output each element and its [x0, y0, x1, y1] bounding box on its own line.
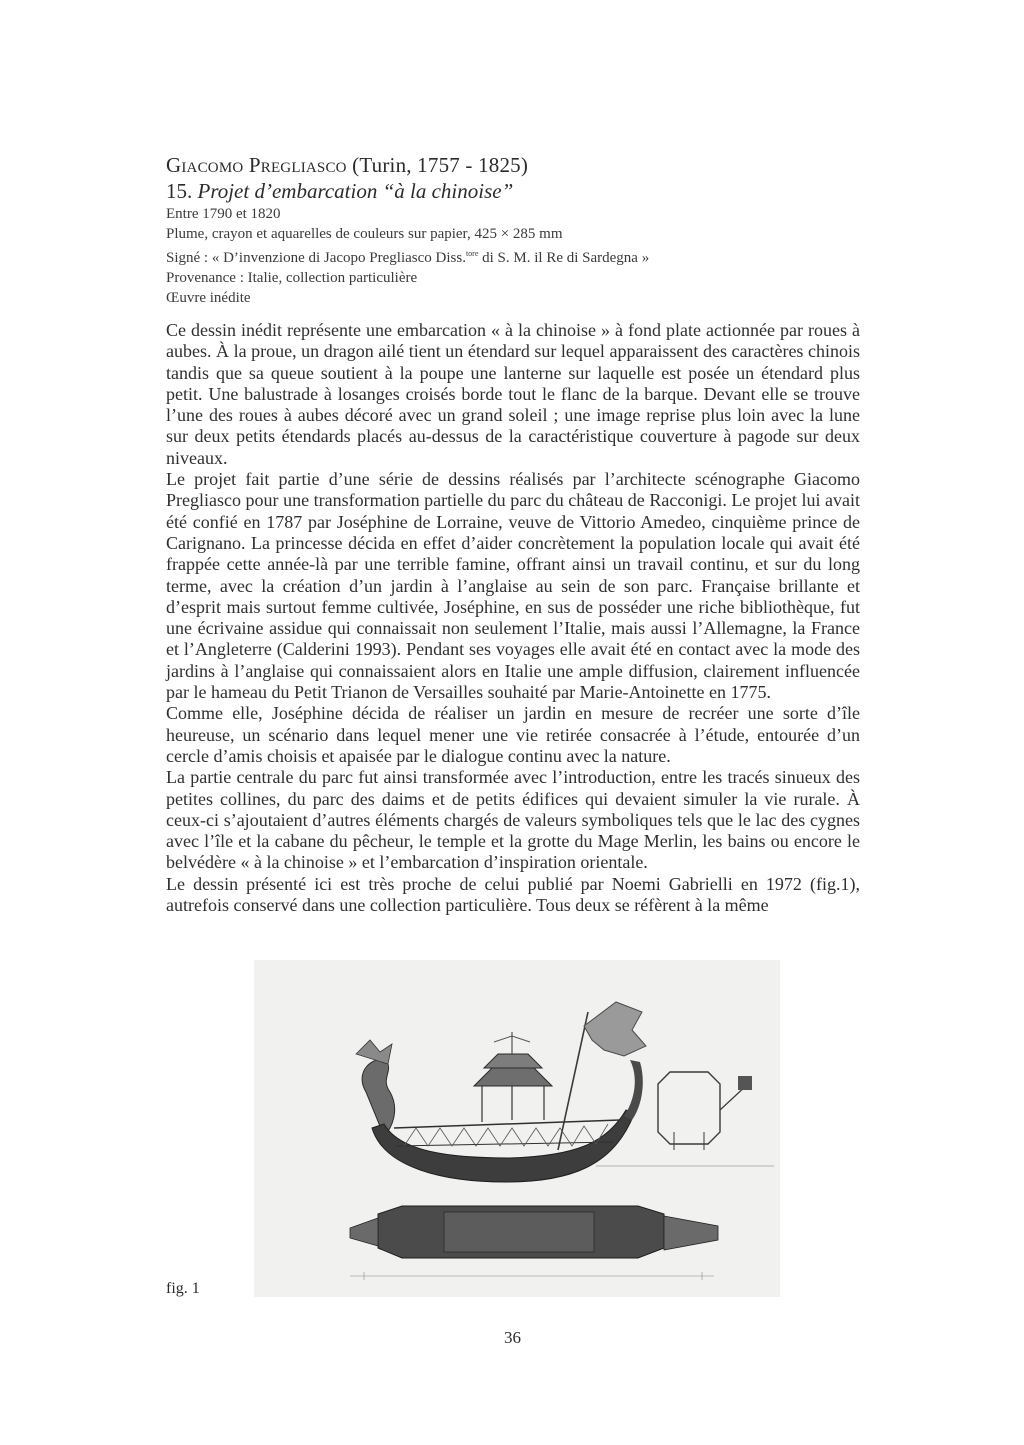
- boat-drawing-figure: [254, 960, 780, 1297]
- entry-medium: Plume, crayon et aquarelles de couleurs sur papier, 425 × 285 mm: [166, 226, 563, 242]
- paragraph-1: Ce dessin inédit représente une embarcation « à la chinoise » à fond plate actionnée par roues à aubes. À la proue, un dragon ailé tient un étendard sur lequel apparaissent des caractères chinois tandis que sa queue soutient à la poupe une lanterne sur laquelle est posée un étendard plus petit. Une balustrade à losanges croisés borde tout le flanc de la barque. Devant elle se trouve l’une des roues à aubes décoré avec un grand soleil ; une image reprise plus loin avec la lune sur deux petits étendards placés au-dessus de la caractéristique couverture à pagode sur deux niveaux.: [166, 320, 860, 468]
- signature-superscript: tore: [465, 249, 479, 258]
- entry-title-line: [166, 179, 866, 204]
- entry-signature: [166, 244, 866, 268]
- entry-date: Entre 1790 et 1820: [166, 206, 281, 222]
- artist-first-name: Giacomo: [166, 153, 244, 177]
- paragraph-4: La partie centrale du parc fut ainsi transformée avec l’introduction, entre les tracés sinueux des petites collines, du parc des daims et de petits édifices qui devaient simuler la vie rurale. À ceux-ci s’ajoutaient d’autres éléments chargés de valeurs symboliques tels que le lac des cygnes avec l’île et la cabane du pêcheur, le temple et la grotte du Mage Merlin, les bains ou encore le belvédère « à la chinoise » et l’embarcation d’inspiration orientale.: [166, 767, 860, 873]
- paragraph-2: Le projet fait partie d’une série de dessins réalisés par l’architecte scénographe Giacomo Pregliasco pour une transformation partielle du parc du château de Racconigi. Le projet lui avait été confié en 1787 par Joséphine de Lorraine, veuve de Vittorio Amedeo, cinquième prince de Carignano. La princesse décida en effet d’aider concrètement la population locale qui avait été frappée cette année-là par une terrible famine, offrant ainsi un travail continu, et sur du long terme, avec la création d’un jardin à l’anglaise au sein de son parc. Française brillante et d’esprit mais surtout femme cultivée, Joséphine, en sus de posséder une riche bibliothèque, fut une écrivaine assidue qui connaissait non seulement l’Italie, mais aussi l’Allemagne, la France et l’Angleterre (Calderini 1993). Pendant ses voyages elle avait été en contact avec la mode des jardins à l’anglaise qui connaissaient alors en Italie une ample diffusion, clairement influencée par le hameau du Petit Trianon de Versailles souhaité par Marie-Antoinette en 1775.: [166, 469, 860, 703]
- entry-provenance: Provenance : Italie, collection particulière: [166, 270, 418, 286]
- entry-number: 15.: [166, 179, 193, 203]
- figure-label: fig. 1: [166, 1280, 200, 1297]
- catalogue-entry-header: [166, 152, 866, 308]
- paragraph-3: Comme elle, Joséphine décida de réaliser un jardin en mesure de recréer une sorte d’île heureuse, un scénario dans lequel mener une vie retirée consacrée à l’étude, entourée d’un cercle d’amis choisis et apaisée par le dialogue continu avec la nature.: [166, 703, 860, 766]
- entry-body-text: [166, 320, 860, 916]
- artist-line: [166, 152, 866, 179]
- artist-last-name: Pregliasco: [248, 153, 347, 177]
- boat-drawing-illustration: [254, 960, 780, 1297]
- paragraph-5: Le dessin présenté ici est très proche de celui publié par Noemi Gabrielli en 1972 (fig.1), autrefois conservé dans une collection particulière. Tous deux se réfèrent à la même: [166, 873, 860, 916]
- signature-suffix: di S. M. il Re di Sardegna »: [478, 250, 650, 266]
- entry-title: Projet d’embarcation “à la chinoise”: [197, 179, 514, 203]
- signature-prefix: Signé : « D’invenzione di Jacopo Pregliasco Diss.: [166, 250, 466, 266]
- entry-status: Œuvre inédite: [166, 290, 251, 306]
- page-number: 36: [504, 1328, 521, 1347]
- artist-dates: (Turin, 1757 - 1825): [352, 153, 529, 177]
